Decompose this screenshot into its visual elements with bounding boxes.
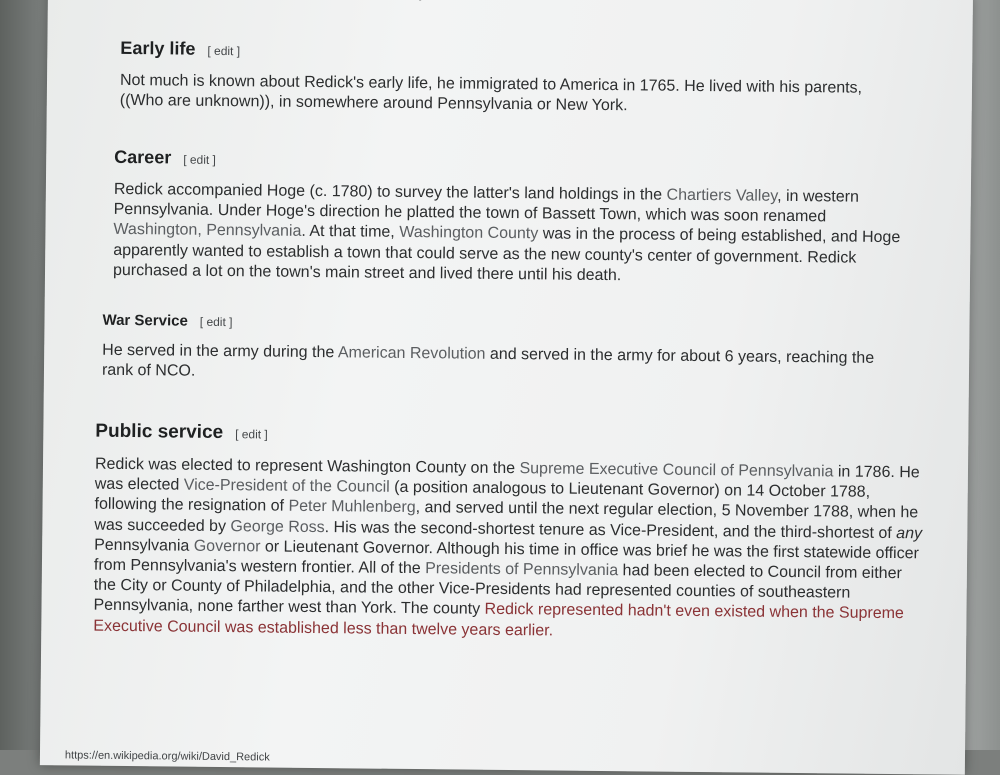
section-war-service [102,312,903,390]
section-early-life [120,38,921,120]
heading-war-service: War Service [ edit ] [102,311,233,330]
paragraph-early-life: Not much is known about Redick's early life, he immigrated to America in 1765. He lived with his parents, ((Who are unknown)), in somewhere around Pennsylvania or New York. [119,71,863,115]
link-washington-county[interactable]: Washington County [399,224,539,243]
link-washington-pennsylvania[interactable]: Washington, Pennsylvania [113,221,302,241]
heading-career: Career [ edit ] [114,146,217,168]
top-fragment-text [128,0,508,6]
link-presidents-of-pennsylvania[interactable]: Presidents of Pennsylvania [425,560,619,580]
heading-early-life: Early life [ edit ] [120,37,241,59]
link-george-ross[interactable]: George Ross [230,517,325,536]
edit-link-war-service[interactable]: [ edit ] [199,314,233,330]
section-public-service [93,420,923,645]
paragraph-public-service: Redick was elected to represent Washington County on the Supreme Executive Council of Pennsylvania in 1786. He was elected Vice-President of the Council (a position analogous to Lieutenant Governor) on 14 October 1788, following the resignation of Peter Muhlenberg, and served until the next regular election, 5 November 1788, when he was succeeded by George Ross. His was the second-shortest tenure as Vice-President, and the third-shortest of any Pennsylvania Governor or Lieutenant Governor. Although his time in office was brief he was the first statewide officer from Pennsylvania's western frontier. All of the Presidents of Pennsylvania had been elected to Council from either the City or County of Philadelphia, and the other Vice-Presidents had represented counties of southeastern Pennsylvania, none farther west than York. The county Redick represented hadn't even existed when the Supreme Executive Council was established less than twelve years earlier. [93,455,923,640]
link-peter-muhlenberg[interactable]: Peter Muhlenberg [288,498,416,517]
printed-page [40,0,973,775]
link-supreme-executive-council[interactable]: Supreme Executive Council of Pennsylvania [519,460,834,481]
link-governor[interactable]: Governor [193,537,261,556]
link-chartiers-valley[interactable]: Chartiers Valley [666,186,778,205]
paragraph-career: Redick accompanied Hoge (c. 1780) to survey the latter's land holdings in the Chartiers Valley, in western Pennsylvania. Under Hoge's direction he platted the town of Bassett Town, which was soon renamed Washington, Pennsylvania. At that time, Washington County was in the process of being established, and Hoge apparently wanted to establish a town that could serve as the new county's center of government. Redick purchased a lot on the town's main street and lived there until his death. [112,180,901,284]
edit-link-career[interactable]: [ edit ] [183,152,217,167]
link-vice-president-council[interactable]: Vice-President of the Council [183,476,390,496]
paragraph-war-service: He served in the army during the American Revolution and served in the army for about 6 years, reaching the rank of NCO. [101,341,875,380]
heading-public-service: Public service [ edit ] [95,420,268,444]
edit-link-early-life[interactable]: [ edit ] [207,43,241,59]
section-career [113,147,914,289]
footer-url: https://en.wikipedia.org/wiki/David_Redick [64,749,270,764]
red-text-redick-represented: Redick represented hadn't even existed when the Supreme Executive Council was established less than twelve years earlier. [93,601,904,640]
link-american-revolution[interactable]: American Revolution [337,344,486,363]
edit-link-public-service[interactable]: [ edit ] [235,427,268,442]
